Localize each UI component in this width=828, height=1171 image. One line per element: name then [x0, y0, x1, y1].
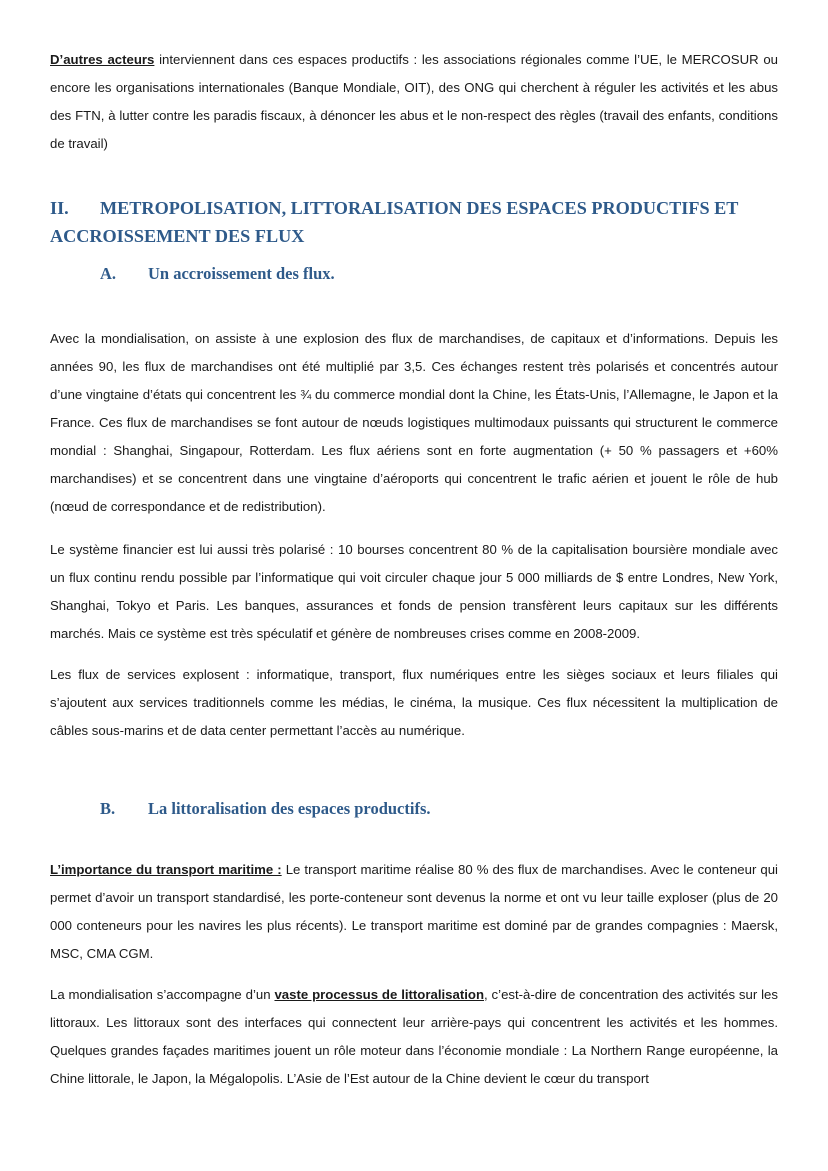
- intro-lead: D’autres acteurs: [50, 52, 155, 67]
- subsection-b-heading: [100, 797, 431, 821]
- subsection-a-heading: [100, 262, 335, 286]
- transport-maritime-text: Le transport maritime réalise 80 % des flux de marchandises. Avec le conteneur qui permet d’avoir un transport standardisé, les porte-conteneur sont devenus la norme et ont vu leur taille exploser (plus de 20 000 conteneurs pour les navires les plus récents). Le transport maritime est dominé par de grandes compagnies : Maersk, MSC, CMA CGM.: [50, 862, 778, 961]
- intro-text: interviennent dans ces espaces productifs : les associations régionales comme l’UE, le MERCOSUR ou encore les organisations internationales (Banque Mondiale, OIT), des ONG qui cherchent à réguler les activités et les abus des FTN, à lutter contre les paradis fiscaux, à dénoncer les abus et le non-respect des règles (travail des enfants, conditions de travail): [50, 52, 778, 151]
- paragraph-littoralisation: [50, 981, 778, 1093]
- subsection-a-number: A.: [100, 264, 117, 283]
- paragraph-systeme-financier: Le système financier est lui aussi très polarisé : 10 bourses concentrent 80 % de la capitalisation boursière mondiale avec un flux continu rendu possible par l’informatique qui voit circuler chaque jour 5 000 milliards de $ entre Londres, New York, Shanghai, Tokyo et Paris. Les banques, assurances et fonds de pension transfèrent leurs capitaux sur les différents marchés. Mais ce système est très spéculatif et génère de nombreuses crises comme en 2008-2009.: [50, 542, 778, 641]
- subsection-a-title: Un accroissement des flux.: [148, 264, 335, 283]
- paragraph-flux-marchandises: Avec la mondialisation, on assiste à une explosion des flux de marchandises, de capitaux et d’informations. Depuis les années 90, les flux de marchandises ont été multiplié par 3,5. Ces échanges restent très polarisés et concentrés autour d’une vingtaine d’états qui concentrent les ¾ du commerce mondial dont la Chine, les États-Unis, l’Allemagne, le Japon et la France. Ces flux de marchandises se font autour de nœuds logistiques multimodaux puissants qui structurent le commerce mondial : Shanghai, Singapour, Rotterdam. Les flux aériens sont en forte augmentation (+ 50 % passagers et +60% marchandises) et se concentrent dans une vingtaine d’aéroports qui concentrent le trafic aérien et jouent le rôle de hub (nœud de correspondance et de redistribution).: [50, 331, 778, 514]
- littoralisation-after: , c’est-à-dire de concentration des activités sur les littoraux. Les littoraux sont des interfaces qui connectent leur arrière-pays qui concentrent les activités et les hommes. Quelques grandes façades maritimes jouent un rôle moteur dans l’économie mondiale : La Northern Range européenne, la Chine littorale, le Japon, la Mégalopolis. L’Asie de l’Est autour de la Chine devient le cœur du transport: [50, 987, 778, 1086]
- subsection-b-title: La littoralisation des espaces productifs.: [148, 799, 431, 818]
- intro-paragraph: [50, 46, 778, 158]
- paragraph-flux-services: Les flux de services explosent : informatique, transport, flux numériques entre les sièges sociaux et leurs filiales qui s’ajoutent aux services traditionnels comme les médias, le cinéma, la musique. Ces flux nécessitent la multiplication de câbles sous-marins et de data center permettant l’accès au numérique.: [50, 667, 778, 738]
- paragraph-transport-maritime: [50, 856, 778, 968]
- littoralisation-before: La mondialisation s’accompagne d’un: [50, 987, 275, 1002]
- littoralisation-emphasis: vaste processus de littoralisation: [274, 987, 484, 1002]
- section-number: II.: [50, 198, 69, 218]
- section-title: METROPOLISATION, LITTORALISATION DES ESPACES PRODUCTIFS ET ACCROISSEMENT DES FLUX: [50, 198, 739, 246]
- subsection-b-number: B.: [100, 799, 116, 818]
- section-heading: [50, 194, 778, 250]
- transport-maritime-lead: L’importance du transport maritime :: [50, 862, 282, 877]
